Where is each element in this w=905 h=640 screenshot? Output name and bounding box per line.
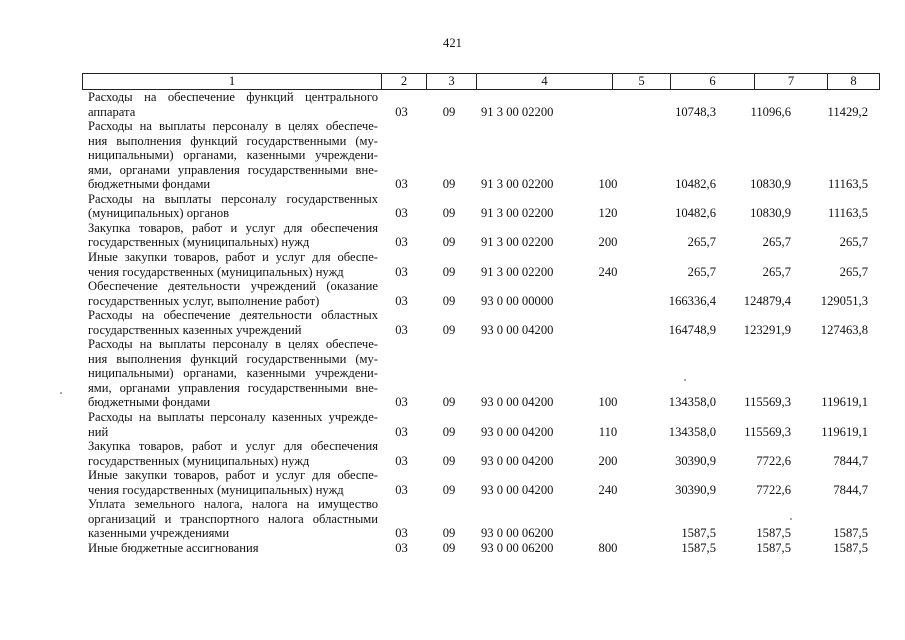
cell-c7: 1587,5 — [756, 540, 791, 555]
cell-c3: 09 — [442, 453, 456, 468]
cell-c8: 127463,8 — [820, 322, 868, 337]
cell-c8: 119619,1 — [821, 424, 868, 439]
table-row — [88, 221, 878, 250]
cell-c6: 10748,3 — [675, 104, 716, 119]
table-row — [88, 90, 878, 119]
table-row — [88, 337, 878, 410]
cell-c3: 09 — [442, 104, 456, 119]
description-line: (муниципальных) органов — [88, 206, 230, 221]
cell-c2: 03 — [395, 235, 408, 250]
cell-c5: 100 — [598, 177, 618, 192]
table-row — [88, 439, 878, 468]
cell-c6: 134358,0 — [668, 395, 716, 410]
cell-c4: 91 3 00 02200 — [481, 104, 554, 119]
description-line: Иные закупки товаров, работ и услуг для обеспе- — [88, 468, 378, 483]
cell-c5: 200 — [598, 453, 618, 468]
description-line: ями, органами управления государственными вне- — [88, 162, 378, 177]
cell-c8: 11163,5 — [828, 206, 868, 221]
description-line: чения государственных (муниципальных) нужд — [88, 482, 344, 497]
row-description — [88, 221, 378, 250]
cell-c2: 03 — [395, 264, 408, 279]
table-row — [88, 497, 878, 541]
scan-speck — [60, 392, 62, 394]
table-row — [88, 250, 878, 279]
table-row — [88, 541, 878, 556]
cell-c6: 10482,6 — [675, 177, 716, 192]
header-col-6: 6 — [670, 74, 754, 89]
cell-c4: 93 0 00 04200 — [481, 395, 554, 410]
cell-c2: 03 — [395, 540, 408, 555]
cell-c6: 1587,5 — [681, 540, 716, 555]
cell-c3: 09 — [442, 293, 456, 308]
cell-c8: 11429,2 — [827, 104, 868, 119]
cell-c3: 09 — [442, 177, 456, 192]
cell-c6: 30390,9 — [675, 482, 716, 497]
header-col-5: 5 — [612, 74, 670, 89]
cell-c6: 134358,0 — [668, 424, 716, 439]
cell-c5: 120 — [598, 206, 618, 221]
cell-c2: 03 — [395, 453, 408, 468]
description-line: Обеспечение деятельности учреждений (оказание — [88, 279, 378, 294]
cell-c3: 09 — [442, 206, 456, 221]
cell-c4: 93 0 00 04200 — [481, 453, 554, 468]
cell-c2: 03 — [395, 322, 408, 337]
cell-c3: 09 — [442, 424, 456, 439]
cell-c7: 124879,4 — [743, 293, 791, 308]
description-line: Расходы на обеспечение деятельности областных — [88, 308, 378, 323]
description-line: Иные бюджетные ассигнования — [88, 540, 259, 555]
cell-c6: 10482,6 — [675, 206, 716, 221]
cell-c4: 93 0 00 06200 — [481, 526, 554, 541]
description-line: Расходы на обеспечение функций центрального — [88, 90, 378, 104]
cell-c6: 1587,5 — [681, 526, 716, 541]
page-number: 421 — [443, 36, 462, 50]
row-description — [88, 410, 378, 439]
description-line: государственных (муниципальных) нужд — [88, 453, 310, 468]
cell-c4: 91 3 00 02200 — [481, 264, 554, 279]
row-description — [88, 250, 378, 279]
row-description — [88, 337, 378, 410]
cell-c4: 93 0 00 04200 — [481, 424, 554, 439]
cell-c2: 03 — [395, 395, 408, 410]
cell-c8: 265,7 — [839, 235, 868, 250]
cell-c2: 03 — [395, 293, 408, 308]
cell-c4: 93 0 00 04200 — [481, 322, 554, 337]
description-line: бюджетными фондами — [88, 395, 211, 410]
row-description — [88, 279, 378, 308]
cell-c3: 09 — [442, 264, 456, 279]
description-line: Иные закупки товаров, работ и услуг для обеспе- — [88, 250, 378, 265]
description-line: казенными учреждениями — [88, 526, 230, 541]
row-description — [88, 541, 378, 556]
cell-c3: 09 — [442, 526, 456, 541]
cell-c3: 09 — [442, 395, 456, 410]
header-col-7: 7 — [754, 74, 827, 89]
description-line: ний — [88, 424, 109, 439]
cell-c4: 93 0 00 04200 — [481, 482, 554, 497]
table-row — [88, 308, 878, 337]
cell-c8: 265,7 — [839, 264, 868, 279]
description-line: Закупка товаров, работ и услуг для обеспечения — [88, 439, 378, 454]
cell-c2: 03 — [395, 206, 408, 221]
cell-c2: 03 — [395, 424, 408, 439]
description-line: ния выполнения функций государственными (му- — [88, 133, 378, 148]
cell-c6: 265,7 — [687, 235, 716, 250]
cell-c5: 240 — [598, 264, 618, 279]
description-line: Расходы на выплаты персоналу казенных учрежде- — [88, 410, 378, 425]
description-line: чения государственных (муниципальных) нужд — [88, 264, 344, 279]
description-line: государственных казенных учреждений — [88, 322, 302, 337]
cell-c7: 115569,3 — [744, 424, 791, 439]
description-line: Расходы на выплаты персоналу в целях обеспече- — [88, 119, 378, 134]
cell-c6: 164748,9 — [668, 322, 716, 337]
cell-c3: 09 — [442, 482, 456, 497]
cell-c8: 1587,5 — [833, 540, 868, 555]
cell-c8: 11163,5 — [828, 177, 868, 192]
header-col-2: 2 — [381, 74, 426, 89]
description-line: Уплата земельного налога, налога на имущество — [88, 497, 378, 512]
cell-c7: 7722,6 — [756, 453, 791, 468]
cell-c2: 03 — [395, 177, 408, 192]
cell-c4: 93 0 00 00000 — [481, 293, 554, 308]
cell-c2: 03 — [395, 104, 408, 119]
table-row — [88, 279, 878, 308]
row-description — [88, 90, 378, 119]
cell-c3: 09 — [442, 322, 456, 337]
header-col-3: 3 — [426, 74, 476, 89]
table-row — [88, 410, 878, 439]
cell-c7: 7722,6 — [756, 482, 791, 497]
description-line: ния выполнения функций государственными (му- — [88, 351, 378, 366]
cell-c7: 265,7 — [762, 264, 791, 279]
cell-c5: 800 — [598, 540, 618, 555]
row-description — [88, 497, 378, 541]
cell-c7: 10830,9 — [750, 206, 791, 221]
description-line: аппарата — [88, 104, 136, 119]
description-line: Расходы на выплаты персоналу в целях обеспече- — [88, 337, 378, 352]
description-line: ниципальными) органами, казенными учреждени- — [88, 148, 378, 163]
cell-c8: 129051,3 — [820, 293, 868, 308]
cell-c8: 7844,7 — [833, 453, 868, 468]
cell-c6: 166336,4 — [668, 293, 716, 308]
table-row — [88, 119, 878, 192]
cell-c7: 1587,5 — [756, 526, 791, 541]
description-line: бюджетными фондами — [88, 177, 211, 192]
cell-c7: 11096,6 — [750, 104, 791, 119]
table-row — [88, 468, 878, 497]
table-header — [82, 73, 880, 90]
description-line: государственных (муниципальных) нужд — [88, 235, 310, 250]
cell-c8: 1587,5 — [833, 526, 868, 541]
cell-c2: 03 — [395, 482, 408, 497]
description-line: ями, органами управления государственными вне- — [88, 380, 378, 395]
cell-c4: 91 3 00 02200 — [481, 235, 554, 250]
cell-c5: 110 — [598, 424, 618, 439]
cell-c4: 93 0 00 06200 — [481, 540, 554, 555]
header-col-8: 8 — [827, 74, 879, 89]
cell-c6: 30390,9 — [675, 453, 716, 468]
row-description — [88, 192, 378, 221]
cell-c7: 123291,9 — [743, 322, 791, 337]
cell-c7: 115569,3 — [744, 395, 791, 410]
table-row — [88, 192, 878, 221]
cell-c2: 03 — [395, 526, 408, 541]
table-body — [88, 90, 878, 556]
cell-c5: 200 — [598, 235, 618, 250]
cell-c4: 91 3 00 02200 — [481, 177, 554, 192]
cell-c6: 265,7 — [687, 264, 716, 279]
cell-c3: 09 — [442, 540, 456, 555]
row-description — [88, 468, 378, 497]
description-line: государственных услуг, выполнение работ) — [88, 293, 320, 308]
cell-c8: 119619,1 — [821, 395, 868, 410]
description-line: ниципальными) органами, казенными учреждени- — [88, 366, 378, 381]
cell-c7: 10830,9 — [750, 177, 791, 192]
cell-c5: 100 — [598, 395, 618, 410]
description-line: Расходы на выплаты персоналу государственных — [88, 191, 378, 206]
cell-c5: 240 — [598, 482, 618, 497]
cell-c8: 7844,7 — [833, 482, 868, 497]
header-col-4: 4 — [476, 74, 612, 89]
cell-c4: 91 3 00 02200 — [481, 206, 554, 221]
scan-speck — [790, 518, 792, 520]
row-description — [88, 308, 378, 337]
description-line: организаций и транспортного налога областными — [88, 511, 378, 526]
header-col-1: 1 — [228, 74, 236, 88]
description-line: Закупка товаров, работ и услуг для обеспечения — [88, 220, 378, 235]
row-description — [88, 119, 378, 192]
cell-c7: 265,7 — [762, 235, 791, 250]
scan-speck — [684, 379, 686, 381]
cell-c3: 09 — [442, 235, 456, 250]
row-description — [88, 439, 378, 468]
